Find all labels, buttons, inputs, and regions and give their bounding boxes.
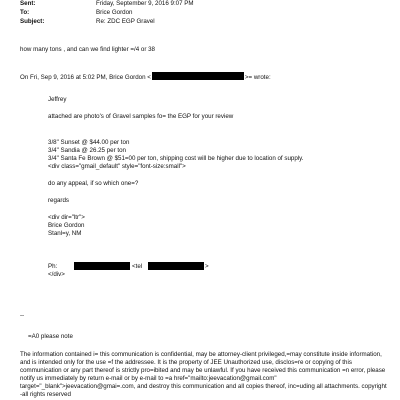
subject-label: Subject:	[20, 18, 45, 25]
signature-name: Brice Gordon	[48, 222, 85, 229]
redacted-email	[152, 72, 244, 80]
quoted-intro-suffix: >= wrote:	[244, 74, 271, 81]
to-label: To:	[20, 9, 30, 16]
sent-value: Friday, September 9, 2016 9:07 PM	[96, 0, 194, 7]
reply-line: how many tons , and can we find lighter =/4 or 38	[20, 46, 156, 53]
signature-place: Stanl=y, NM	[48, 230, 82, 237]
quoted-regards: regards	[48, 197, 69, 204]
gravel-item-sunset: 3/8" Sunset @ $44.00 per ton	[48, 139, 130, 146]
a0-note: =A0 please note	[28, 333, 73, 340]
quoted-salutation: Jeffrey	[48, 96, 67, 103]
phone-label: Ph:	[48, 263, 58, 270]
quoted-question: do any appeal, if so which one=?	[48, 180, 139, 187]
tel-tag-close: >	[205, 263, 209, 270]
sent-label: Sent:	[20, 0, 36, 7]
tel-tag-open: <tel	[132, 263, 143, 270]
confidentiality-disclaimer: The information contained i= this communication is confidential, may be attorney-client privileged,=may constitute inside information, and is intended only for the use =f the addressee. It is the property of JEE Unauthorized use, disclos=re or copying of this communication or any part thereof is strictly pro=ibited and may be unlawful. If you have received this communication =n error, please notify us immediately by return e-mail or by e-mail to =a href="mailto:jeevacation@gmail.com" target="_blank">jeevacation@gmai=.com, and destroy this communication and all copies thereof, inc=uding all attachments. copyright -all rights reserved	[20, 351, 387, 399]
quoted-intro	[20, 72, 271, 81]
separator-dash: --	[20, 312, 25, 319]
redacted-tel	[148, 262, 204, 270]
quoted-intro-prefix: On Fri, Sep 9, 2016 at 5:02 PM, Brice Gordon <	[20, 74, 151, 81]
gravel-item-sandia: 3/4" Sandia @ 26.25 per ton	[48, 147, 126, 154]
gmail-default-div: <div class="gmail_default" style="font-size:small">	[48, 163, 186, 170]
to-value: Brice Gordon	[96, 9, 133, 16]
div-close-tag: </div>	[48, 271, 65, 278]
subject-value: Re: ZDC EGP Gravel	[96, 18, 155, 25]
quoted-body-photos: attached are photo's of Gravel samples fo= the EGP for your review	[48, 113, 234, 120]
div-ltr-tag: <div dir="ltr">	[48, 214, 85, 221]
gravel-item-santa-fe-brown: 3/4" Santa Fe Brown @ $51=00 per ton, shipping cost will be higher due to location of supply.	[48, 155, 304, 162]
redacted-phone	[74, 262, 130, 270]
